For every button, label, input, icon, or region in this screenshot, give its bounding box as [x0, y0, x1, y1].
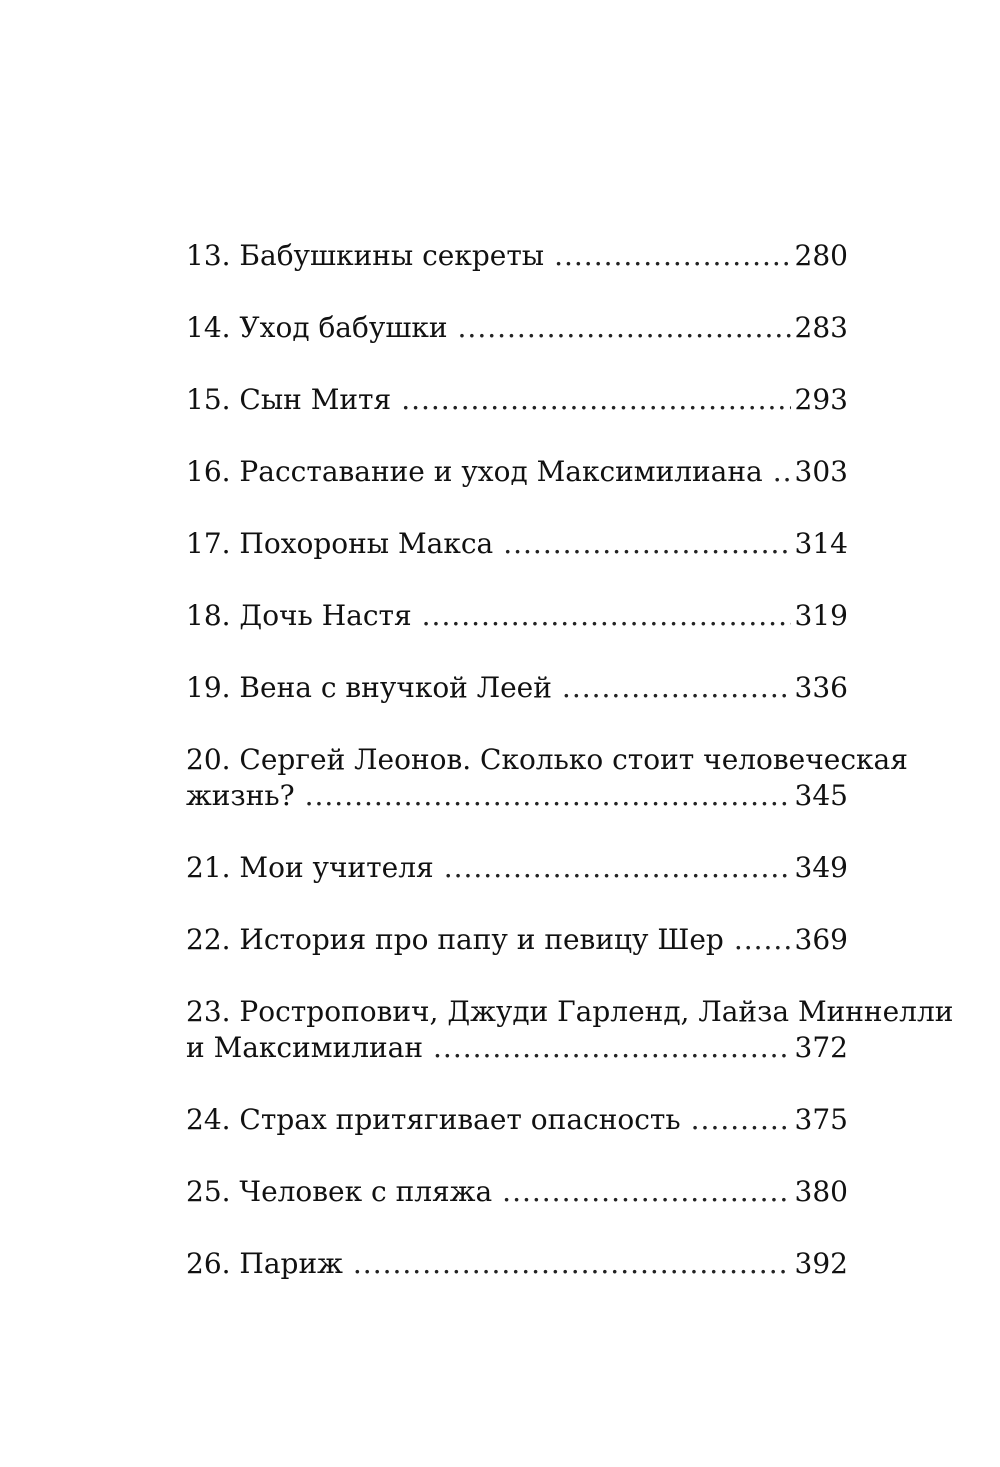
toc-entry[interactable]	[186, 850, 848, 886]
toc-entry-page: 314	[794, 527, 848, 560]
toc-entry-page: 372	[794, 1031, 848, 1064]
toc-entry[interactable]	[186, 598, 848, 634]
dot-leader	[502, 1174, 790, 1210]
toc-entry-page: 392	[794, 1247, 848, 1280]
toc-entry-title: 14. Уход бабушки	[186, 311, 448, 344]
toc-entry-page: 345	[794, 779, 848, 812]
dot-leader	[353, 1246, 791, 1282]
toc-entry-title-line1: 20. Сергей Леонов. Сколько стоит человеческая	[186, 743, 908, 776]
toc-entry[interactable]	[186, 454, 848, 490]
dot-leader	[773, 454, 791, 490]
toc-entry-title: 18. Дочь Настя	[186, 599, 412, 632]
dot-leader	[458, 310, 791, 346]
dot-leader	[734, 922, 791, 958]
toc-entry-title-line1: 23. Ростропович, Джуди Гарленд, Лайза Миннелли	[186, 995, 954, 1028]
toc-entry-title: 25. Человек с пляжа	[186, 1175, 493, 1208]
toc-entry-title-line2: жизнь?	[186, 779, 295, 812]
toc-entry-title-line2: и Максимилиан	[186, 1031, 424, 1064]
toc-entry-page: 280	[794, 239, 848, 272]
table-of-contents	[186, 238, 954, 1282]
toc-entry[interactable]	[186, 1174, 848, 1210]
dot-leader	[305, 778, 791, 814]
toc-entry[interactable]	[186, 310, 848, 346]
toc-entry-title: 22. История про папу и певицу Шер	[186, 923, 724, 956]
toc-entry[interactable]	[186, 382, 848, 418]
dot-leader	[422, 598, 791, 634]
dot-leader	[401, 382, 790, 418]
toc-entry-page: 336	[794, 671, 848, 704]
toc-entry-title: 17. Похороны Макса	[186, 527, 494, 560]
toc-entry-title: 21. Мои учителя	[186, 851, 434, 884]
toc-entry-page: 369	[794, 923, 848, 956]
toc-entry[interactable]	[186, 670, 848, 706]
dot-leader	[554, 238, 790, 274]
toc-entry-title: 24. Страх притягивает опасность	[186, 1103, 681, 1136]
dot-leader	[691, 1102, 791, 1138]
toc-entry[interactable]	[186, 526, 848, 562]
toc-entry[interactable]	[186, 238, 848, 274]
dot-leader	[433, 1030, 791, 1066]
toc-entry-title: 15. Сын Митя	[186, 383, 392, 416]
toc-entry-page: 293	[794, 383, 848, 416]
toc-entry-page: 303	[794, 455, 848, 488]
toc-entry-page: 375	[794, 1103, 848, 1136]
toc-entry-title: 26. Париж	[186, 1247, 343, 1280]
toc-entry[interactable]	[186, 922, 848, 958]
toc-entry-title: 13. Бабушкины секреты	[186, 239, 545, 272]
toc-entry[interactable]	[186, 1102, 848, 1138]
toc-entry[interactable]	[186, 1246, 848, 1282]
toc-entry-title: 19. Вена с внучкой Леей	[186, 671, 552, 704]
toc-entry-title: 16. Расставание и уход Максимилиана	[186, 455, 763, 488]
toc-entry-page: 283	[794, 311, 848, 344]
toc-entry-page: 380	[794, 1175, 848, 1208]
toc-entry[interactable]	[186, 742, 908, 814]
dot-leader	[562, 670, 791, 706]
toc-entry-page: 319	[794, 599, 848, 632]
toc-entry[interactable]	[186, 994, 954, 1066]
dot-leader	[444, 850, 791, 886]
toc-entry-page: 349	[794, 851, 848, 884]
dot-leader	[503, 526, 790, 562]
